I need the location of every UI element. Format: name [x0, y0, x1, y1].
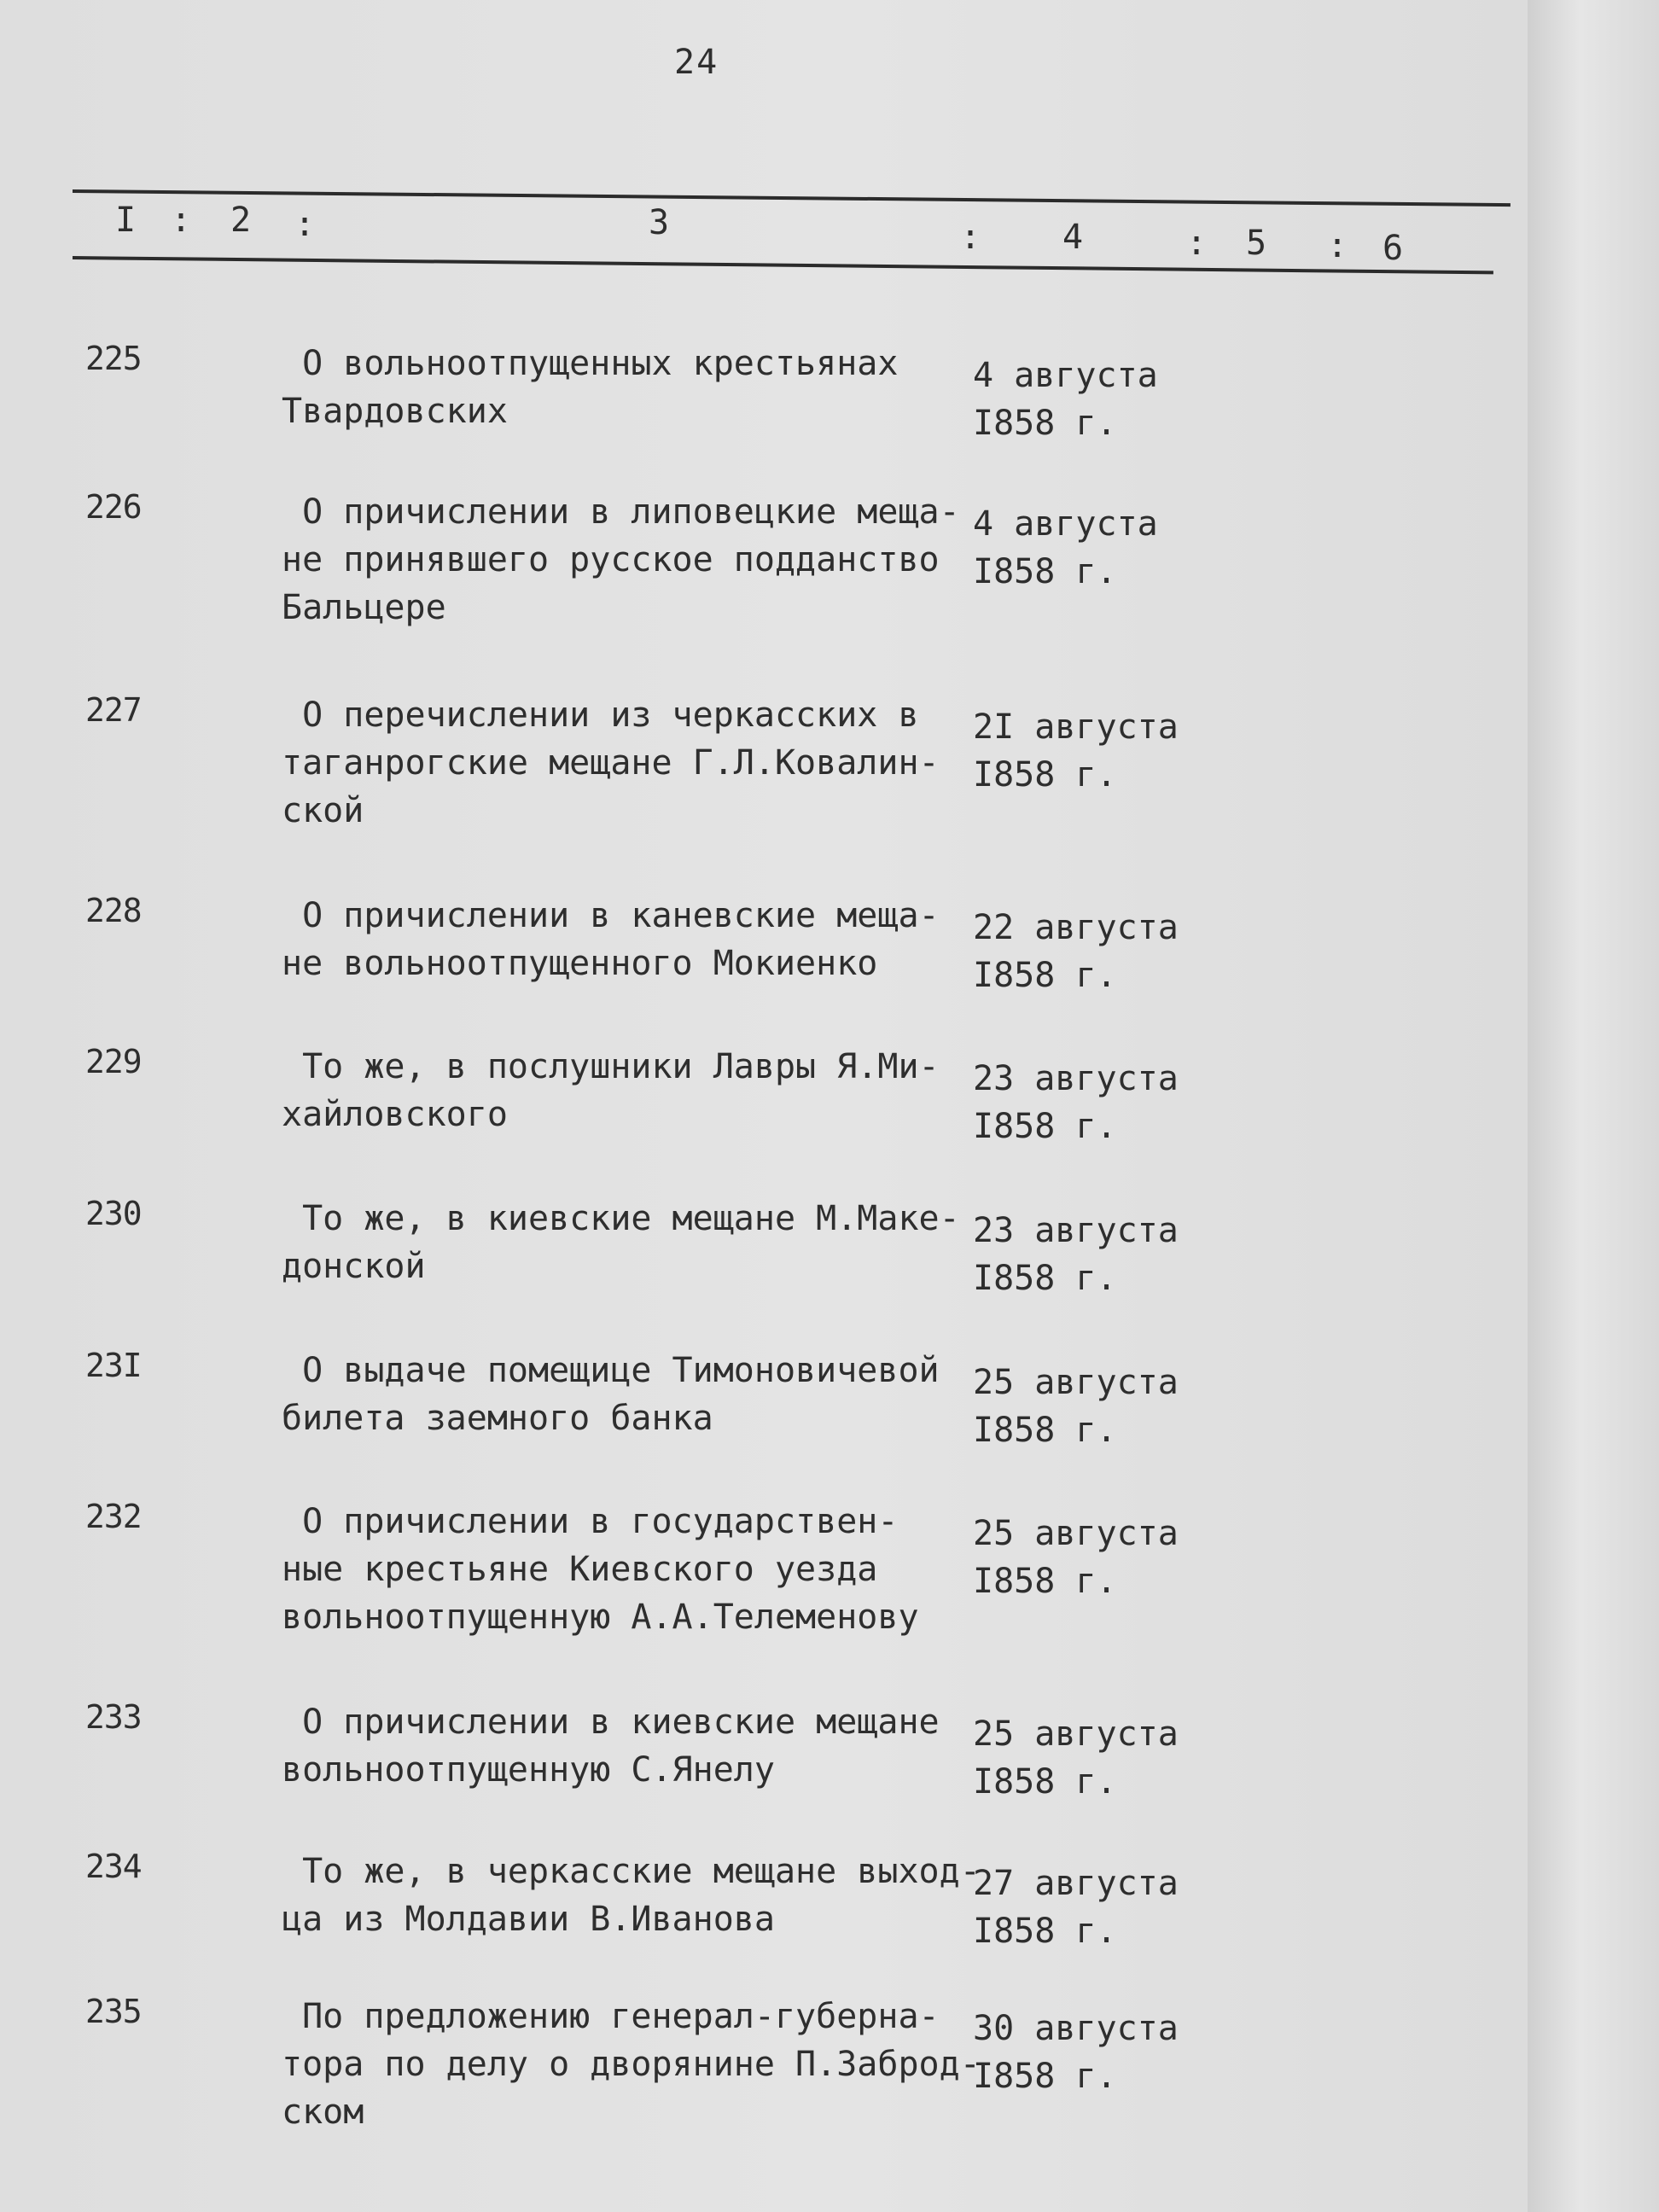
entry-number: 226: [85, 488, 142, 526]
column-header-3: 3: [649, 203, 670, 242]
column-header-4: 4: [1062, 218, 1084, 257]
entry-number: 228: [85, 892, 142, 929]
page-edge-shadow: [1528, 0, 1659, 2212]
column-separator: :: [294, 205, 316, 244]
entry-number: 229: [85, 1043, 142, 1080]
entry-date: 4 августа I858 г.: [973, 504, 1158, 591]
column-header-2: 2: [230, 201, 252, 240]
entry-description: То же, в послушники Лавры Я.Ми- хайловского: [282, 1047, 940, 1134]
entry-description: О причислении в киевские мещане вольноотпущенную С.Янелу: [282, 1703, 940, 1790]
entry-date: 25 августа I858 г.: [973, 1363, 1179, 1450]
entry-number: 230: [85, 1195, 142, 1232]
entry-description: О вольноотпущенных крестьянах Твардовских: [282, 344, 899, 431]
column-header-5: 5: [1246, 224, 1267, 263]
entry-number: 232: [85, 1498, 142, 1535]
entry-date: 23 августа I858 г.: [973, 1059, 1179, 1146]
entry-description: То же, в черкасские мещане выход- ца из Молдавии В.Иванова: [282, 1852, 981, 1939]
column-header-6: 6: [1382, 229, 1404, 268]
page-number: 24: [674, 43, 719, 82]
entry-description: То же, в киевские мещане М.Маке- донской: [282, 1199, 960, 1286]
entry-number: 233: [85, 1698, 142, 1736]
entry-description: По предложению генерал-губерна- тора по делу о дворянине П.Заброд- ском: [282, 1997, 981, 2132]
entry-date: 2I августа I858 г.: [973, 707, 1179, 795]
entry-date: 25 августа I858 г.: [973, 1514, 1179, 1601]
entry-number: 225: [85, 340, 142, 377]
entry-description: О причислении в государствен- ные крестьяне Киевского уезда вольноотпущенную А.А.Телеменову: [282, 1502, 919, 1637]
entry-date: 25 августа I858 г.: [973, 1714, 1179, 1802]
entry-date: 22 августа I858 г.: [973, 908, 1179, 995]
column-separator: :: [960, 218, 981, 257]
entry-description: О перечислении из черкасских в таганрогские мещане Г.Л.Ковалин- ской: [282, 696, 940, 830]
entry-number: 235: [85, 1993, 142, 2030]
entry-date: 30 августа I858 г.: [973, 2009, 1179, 2096]
entry-date: 23 августа I858 г.: [973, 1211, 1179, 1298]
column-header-1: I: [115, 201, 137, 240]
column-separator: :: [171, 201, 192, 240]
entry-number: 227: [85, 691, 142, 729]
entry-date: 27 августа I858 г.: [973, 1864, 1179, 1951]
entry-number: 23I: [85, 1347, 142, 1384]
column-separator: :: [1327, 226, 1348, 265]
entry-description: О причислении в каневские меща- не вольноотпущенного Мокиенко: [282, 896, 940, 983]
entry-date: 4 августа I858 г.: [973, 356, 1158, 443]
entry-number: 234: [85, 1848, 142, 1885]
column-separator: :: [1186, 224, 1208, 263]
entry-description: О выдаче помещице Тимоновичевой билета заемного банка: [282, 1351, 940, 1438]
entry-description: О причислении в липовецкие меща- не принявшего русское подданство Бальцере: [282, 492, 960, 627]
